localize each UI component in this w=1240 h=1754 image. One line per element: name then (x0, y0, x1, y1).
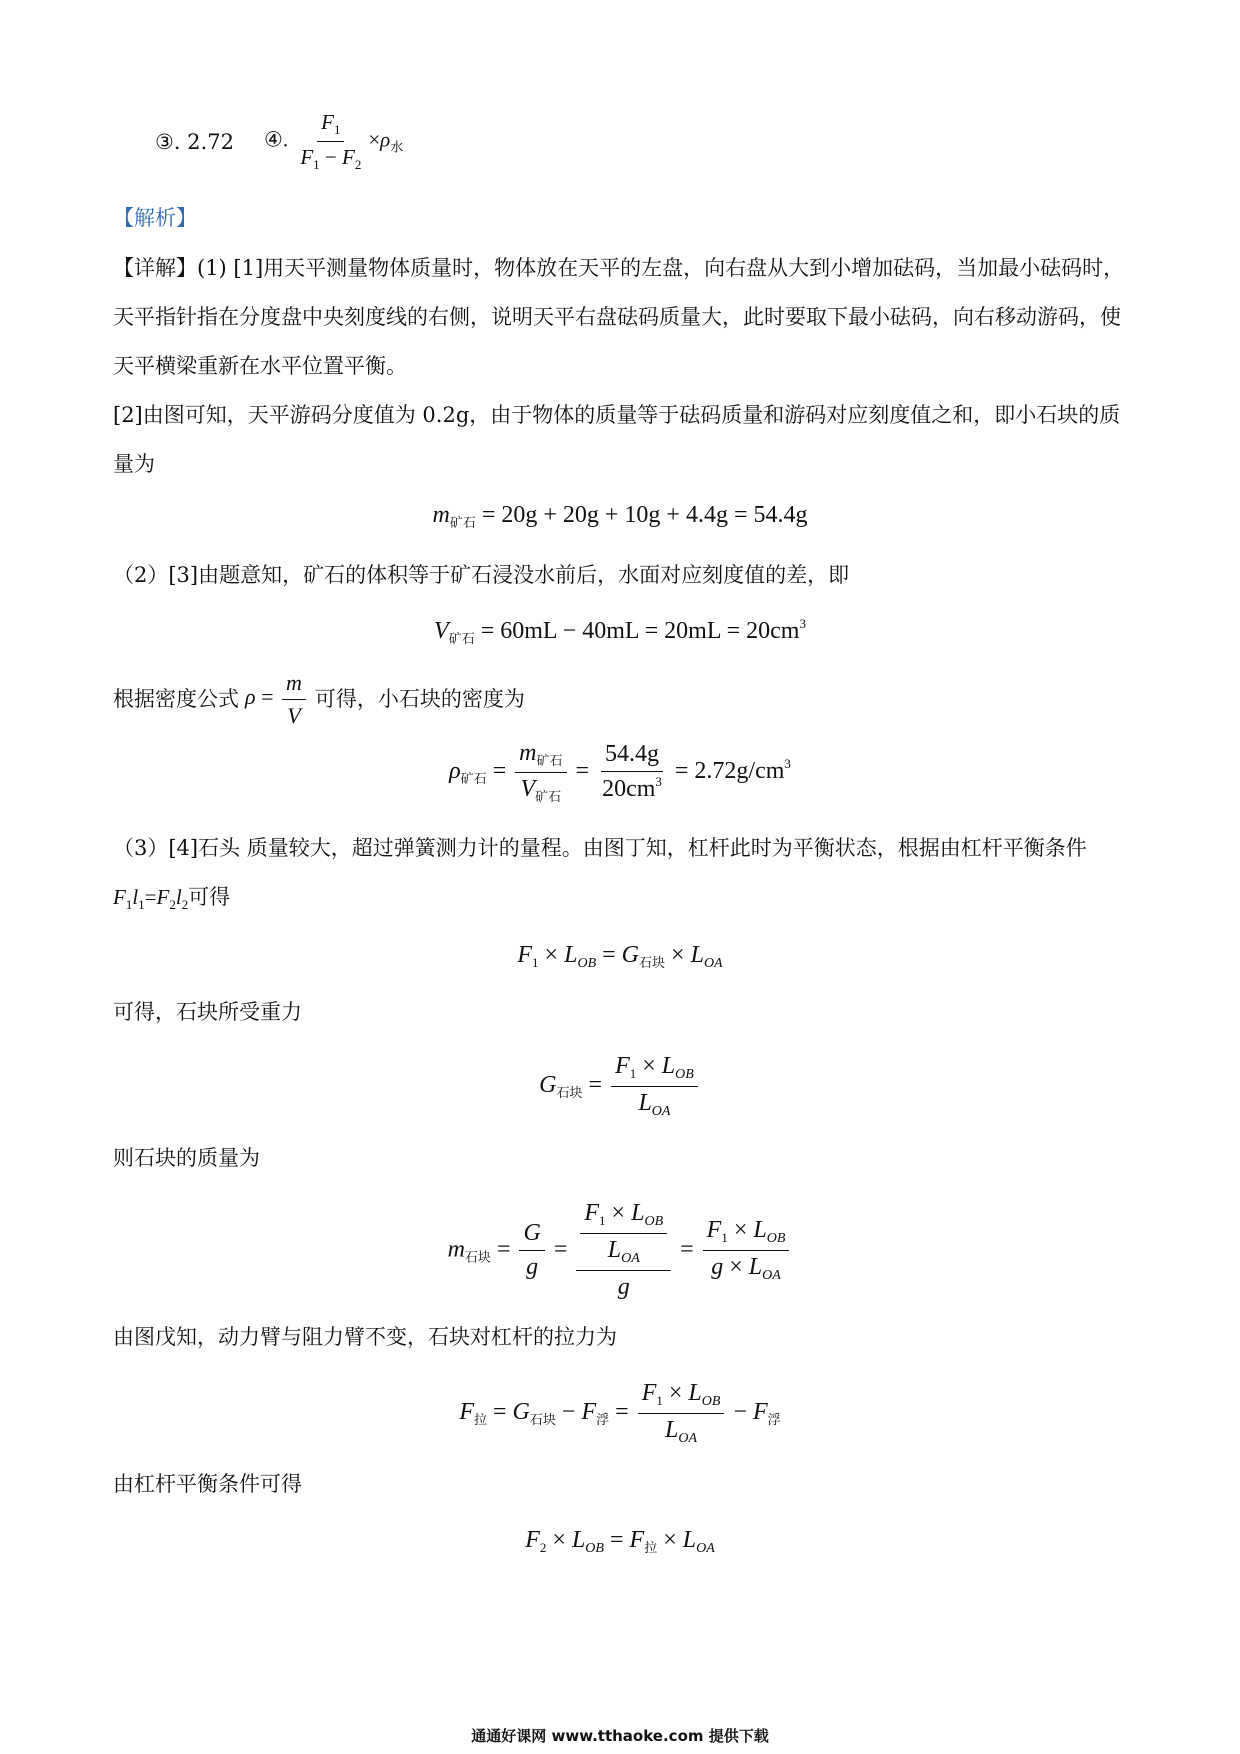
detail-paragraph-3: （2）[3]由题意知，矿石的体积等于矿石浸没水前后，水面对应刻度值的差，即 (113, 563, 850, 587)
equation-lever-2: $F_2 \times L_{OB} = F_拉 \times L_{OA}$ (525, 1527, 715, 1556)
equation-lever-1: $F_1 \times L_{OB} = G_{石块} \times L_{OA}$ (517, 942, 723, 971)
equation-stone-mass: $m_{石块}$ = $\frac{G}{g}$ = $\frac{\frac{F_1 \times L_{OB}}{L_{OA}}}{g}$ = $\frac{F_1 \times L_{OB}}{g \times L_{OA}}$ (0, 1200, 1240, 1302)
detail-paragraph-7: 则石块的质量为 (113, 1146, 260, 1170)
equation-density: $\rho_{矿石}$ = $\frac{m_{矿石}}{V_{矿石}}$ = $\frac{54.4g}{20cm^3}$ = $2.72g/cm^3$ (449, 740, 791, 804)
page-footer: 通通好课网 www.tthaoke.com 提供下载 (471, 1727, 769, 1745)
detail-paragraph-5-tail (113, 887, 230, 911)
answer-item-3: ③. 2.72 (155, 130, 234, 154)
detail-paragraph-6: 可得，石块所受重力 (113, 1000, 302, 1024)
density-formula: ρ = $\frac{m}{V}$ (245, 670, 309, 728)
answer-fraction: $\frac{F_1}{F_1 - F_2}$ (300, 110, 362, 172)
equation-pull-force: $F_拉 = G_{石块} - F_浮$ = $\frac{F_1 \times L_{OB}}{L_{OA}}$ − $F_浮$ (459, 1380, 781, 1447)
equation-weight: $G_{石块}$ = $\frac{F_1 \times L_{OB}}{L_{OA}}$ (0, 1053, 1240, 1120)
detail-paragraph-1 (113, 244, 1129, 391)
answer-item-4: ④. $\frac{F_1}{F_1 - F_2}$ $\times\rho_水$ (264, 110, 404, 172)
analysis-heading: 【解析】 (113, 206, 197, 230)
answer-item-4-label: ④. (264, 127, 289, 152)
detail-label: 【详解】 (113, 256, 197, 280)
equation-volume: $V_{矿石} = 60mL - 40mL = 20mL = 20cm^3$ (434, 616, 806, 646)
detail-paragraph-9: 由杠杆平衡条件可得 (113, 1472, 302, 1496)
detail-paragraph-2: [2]由图可知，天平游码分度值为 0.2g，由于物体的质量等于砝码质量和游码对应刻度值之和，即小石块的质量为 (113, 403, 1121, 476)
detail-paragraph-5: （3）[4]石头 质量较大，超过弹簧测力计的量程。由图丁知，杠杆此时为平衡状态，根据由杠杆平衡条件 (113, 836, 1087, 860)
detail-paragraph-8: 由图戊知，动力臂与阻力臂不变，石块对杠杆的拉力为 (113, 1325, 617, 1349)
equation-mass: $m_{矿石} = 20g + 20g + 10g + 4.4g = 54.4g$ (432, 502, 808, 530)
detail-text-4a: 根据密度公式 (113, 686, 239, 711)
detail-text-5b: 可得 (188, 885, 231, 909)
detail-text-4b: 可得，小石块的密度为 (314, 686, 525, 711)
detail-text-1: (1) [1]用天平测量物体质量时，物体放在天平的左盘，向右盘从大到小增加砝码，当加最小砝码时，天平指针指在分度盘中央刻度线的右侧，说明天平右盘砝码质量大，此时要取下最小砝码，向右移动游码，使天平横梁重新在水平位置平衡。 (113, 256, 1125, 378)
detail-paragraph-4 (113, 669, 525, 729)
lever-condition: $F_1l_1=F_2l_2$ (113, 885, 189, 912)
